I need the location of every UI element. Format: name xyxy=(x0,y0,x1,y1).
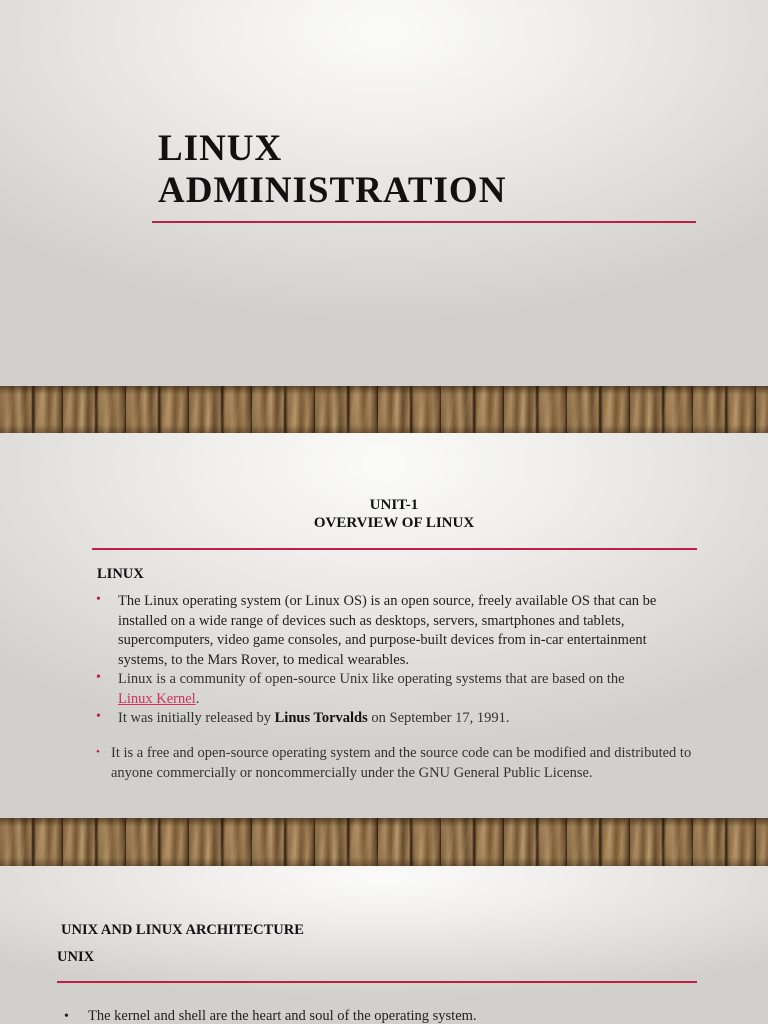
bullet-marker: • xyxy=(96,709,101,724)
bullet-text-end: on September 17, 1991. xyxy=(371,710,510,726)
bullet-text: The Linux operating system (or Linux OS) is an open source, freely available OS that can be installed on a wide range of devices such as desktops, servers, smartphones and tablets, supercomputers, video game consoles, and purpose-built devices from in-car entertainment systems, to the Mars Rover, to medical wearables. xyxy=(118,593,657,668)
title-line-2: ADMINISTRATION xyxy=(158,170,507,211)
bullet-text: The kernel and shell are the heart and soul of the operating system. xyxy=(88,1008,477,1024)
list-item xyxy=(96,709,690,729)
title-divider xyxy=(152,221,696,223)
list-item xyxy=(96,744,696,783)
bullet-text: It was initially released by xyxy=(118,710,272,726)
slide-title-heading xyxy=(158,128,506,212)
list-item xyxy=(96,592,690,670)
architecture-bullet-list xyxy=(64,1007,684,1024)
slide-title xyxy=(0,0,768,386)
section-label-linux: LINUX xyxy=(97,566,144,582)
architecture-divider xyxy=(57,981,697,983)
bullet-text: Linux is a community of open-source Unix like operating systems that are based on the xyxy=(118,671,625,687)
slide-overview xyxy=(0,433,768,818)
floor-strip-1 xyxy=(0,386,768,433)
overview-bullet-list-2 xyxy=(96,744,696,783)
linux-kernel-link[interactable]: Linux Kernel xyxy=(118,690,196,707)
unit-number: UNIT-1 xyxy=(369,497,419,513)
bullet-marker: • xyxy=(96,592,101,607)
bullet-text-end: . xyxy=(195,690,200,707)
list-item xyxy=(96,670,690,709)
list-item xyxy=(64,1007,684,1024)
bullet-marker: • xyxy=(64,1009,69,1024)
unix-subheading: UNIX xyxy=(57,949,95,965)
title-line-1: LINUX xyxy=(158,128,283,169)
unit-heading xyxy=(0,496,768,532)
overview-divider xyxy=(92,548,697,550)
slide-architecture xyxy=(0,866,768,1024)
linus-torvalds-name: Linus Torvalds xyxy=(274,710,368,726)
overview-bullet-list xyxy=(96,592,690,729)
bullet-marker: • xyxy=(96,670,101,685)
bullet-marker: • xyxy=(96,746,100,758)
architecture-heading: UNIX AND LINUX ARCHITECTURE xyxy=(61,922,304,938)
bullet-text: It is a free and open-source operating system and the source code can be modified and distributed to anyone commercially or noncommercially under the GNU General Public License. xyxy=(111,745,692,781)
floor-strip-2 xyxy=(0,818,768,866)
unit-title: OVERVIEW OF LINUX xyxy=(313,515,475,531)
